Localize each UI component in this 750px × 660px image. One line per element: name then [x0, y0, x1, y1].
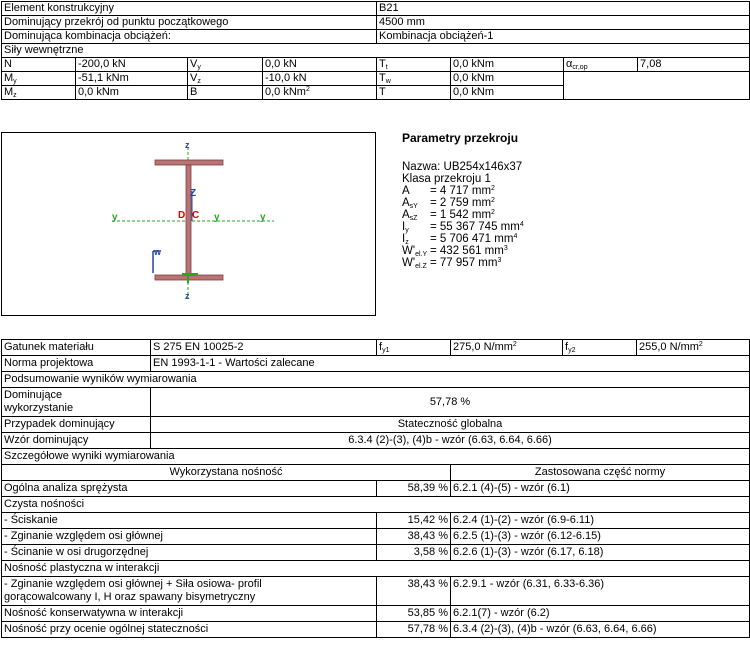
- torsion-label: T: [377, 86, 451, 100]
- param-value: = 2 759 $mm^2$: [430, 197, 495, 209]
- axis-y-left-label: y: [112, 212, 118, 223]
- force-tt-label: $T_t$: [377, 58, 451, 72]
- force-vz-value: -10,0 kN: [263, 72, 377, 86]
- table-row: [2, 545, 750, 561]
- check-reference: 6.2.1 (4)-(5) - wzór (6.1): [451, 481, 750, 497]
- fy2-value: 255,0 $N/mm^2$: [637, 340, 750, 356]
- check-percentage: 3,58 %: [377, 545, 451, 561]
- force-n-value: -200,0 kN: [76, 58, 188, 72]
- section-name: Nazwa: UB254x146x37: [402, 161, 523, 173]
- label-w: w: [154, 247, 162, 257]
- params-list: [402, 185, 732, 269]
- check-label: - Zginanie względem osi głównej + Siła osiowa- profil gorącowalcowany I, H oraz spawany bisymetryczny: [2, 577, 377, 606]
- param-symbol: $I_z$: [402, 233, 409, 246]
- forces-title: Siły wewnętrzne: [2, 44, 750, 58]
- section-position-value: 4500 mm: [377, 16, 750, 30]
- table-row: [2, 497, 750, 513]
- detail-rows: [2, 481, 750, 638]
- param-row: [402, 185, 732, 197]
- check-label: Ogólna analiza sprężysta: [2, 481, 377, 497]
- check-percentage: 38,43 %: [377, 577, 451, 606]
- empty-cell: [564, 72, 750, 100]
- section-position-label: Dominujący przekrój od punktu początkowego: [2, 16, 377, 30]
- fy2-label: $f_{y2}$: [563, 340, 637, 356]
- param-symbol: $W'_{el.Y}$: [402, 245, 428, 258]
- param-symbol: $A_{sZ}$: [402, 209, 418, 222]
- param-value: = 55 367 745 $mm^4$: [430, 221, 524, 233]
- label-d: D: [178, 210, 186, 221]
- combination-value: Kombinacja obciążeń-1: [377, 30, 750, 44]
- check-reference: 6.2.9.1 - wzór (6.31, 6.33-6.36): [451, 577, 750, 606]
- material-label: Gatunek materiału: [2, 340, 151, 356]
- norm-label: Norma projektowa: [2, 356, 151, 372]
- table-row: [2, 529, 750, 545]
- formula-label: Wzór dominujący: [2, 433, 151, 449]
- force-my-value: -51,1 kNm: [76, 72, 188, 86]
- param-symbol: $A_{sY}$: [402, 197, 418, 210]
- table-row: [2, 513, 750, 529]
- param-row: [402, 197, 732, 209]
- case-value: Stateczność globalna: [151, 417, 750, 433]
- axis-y-mid-label: y: [214, 212, 220, 223]
- material-value: S 275 EN 10025-2: [151, 340, 377, 356]
- design-results-table: [1, 339, 750, 638]
- param-value: = 5 706 471 $mm^4$: [430, 233, 518, 245]
- param-row: [402, 245, 732, 257]
- param-value: = 432 561 $mm^3$: [430, 245, 508, 257]
- check-percentage: 38,43 %: [377, 529, 451, 545]
- group-header: Czysta nośności: [2, 497, 750, 513]
- force-tt-value: 0,0 kNm: [451, 58, 564, 72]
- axis-y-right-label: y: [260, 212, 266, 223]
- section-class: Klasa przekroju 1: [402, 173, 491, 185]
- torsion-value: 0,0 kNm: [451, 86, 564, 100]
- force-vy-label: $V_y$: [188, 58, 263, 72]
- check-reference: 6.2.6 (1)-(3) - wzór (6.17, 6.18): [451, 545, 750, 561]
- check-percentage: 15,42 %: [377, 513, 451, 529]
- check-label: - Ściskanie: [2, 513, 377, 529]
- summary-table: [1, 1, 750, 100]
- param-value: = 1 542 $mm^2$: [430, 209, 495, 221]
- check-percentage: 58,39 %: [377, 481, 451, 497]
- combination-label: Dominująca kombinacja obciążeń:: [2, 30, 377, 44]
- table-row: [2, 577, 750, 606]
- alpha-label: $\alpha_{cr,op}$: [564, 58, 638, 72]
- detail-title: Szczegółowe wyniki wymiarowania: [2, 449, 750, 465]
- param-row: [402, 257, 732, 269]
- force-tw-label: $T_w$: [377, 72, 451, 86]
- check-reference: 6.2.5 (1)-(3) - wzór (6.12-6.15): [451, 529, 750, 545]
- column-capacity: Wykorzystana nośność: [2, 465, 451, 481]
- param-symbol: $W'_{el.Z}$: [402, 257, 427, 270]
- param-symbol: A: [402, 185, 410, 197]
- force-my-label: $M_y$: [2, 72, 76, 86]
- check-reference: 6.2.4 (1)-(2) - wzór (6.9-6.11): [451, 513, 750, 529]
- param-row: [402, 233, 732, 245]
- check-reference: 6.2.1(7) - wzór (6.2): [451, 606, 750, 622]
- fy1-label: $f_{y1}$: [377, 340, 451, 356]
- table-row: [2, 561, 750, 577]
- check-label: - Zginanie względem osi głównej: [2, 529, 377, 545]
- param-value: = 4 717 $mm^2$: [430, 185, 495, 197]
- case-label: Przypadek dominujący: [2, 417, 151, 433]
- check-label: Nośność konserwatywna w interakcji: [2, 606, 377, 622]
- force-n-label: N: [2, 58, 76, 72]
- param-value: = 77 957 $mm^3$: [430, 257, 502, 269]
- results-title: Podsumowanie wyników wymiarowania: [2, 372, 750, 388]
- param-row: [402, 209, 732, 221]
- params-title: Parametry przekroju: [402, 131, 519, 145]
- web: [186, 165, 191, 275]
- force-vz-label: $V_z$: [188, 72, 263, 86]
- axis-z-bottom-label: z: [185, 291, 190, 301]
- element-value: B21: [377, 2, 750, 16]
- bimoment-label: B: [188, 86, 263, 100]
- bimoment-value: 0,0 kNm$^2$: [263, 86, 377, 100]
- alpha-value: 7,08: [638, 58, 750, 72]
- label-c: C: [192, 210, 200, 221]
- force-mz-value: 0,0 kNm: [76, 86, 188, 100]
- formula-value: 6.3.4 (2)-(3), (4)b - wzór (6.63, 6.64, 6.66): [151, 433, 750, 449]
- check-label: - Ścinanie w osi drugorzędnej: [2, 545, 377, 561]
- check-label: Nośność przy ocenie ogólnej stateczności: [2, 622, 377, 638]
- force-mz-label: $M_z$: [2, 86, 76, 100]
- force-vy-value: 0,0 kN: [263, 58, 377, 72]
- param-symbol: $I_y$: [402, 221, 409, 234]
- section-parameters: [402, 132, 732, 269]
- fy1-value: 275,0 $N/mm^2$: [451, 340, 563, 356]
- utilization-label: Dominujące wykorzystanie: [2, 388, 151, 417]
- group-header: Nośność plastyczna w interakcji: [2, 561, 750, 577]
- table-row: [2, 606, 750, 622]
- param-row: [402, 221, 732, 233]
- table-row: [2, 622, 750, 638]
- check-percentage: 53,85 %: [377, 606, 451, 622]
- top-flange: [155, 160, 223, 165]
- utilization-value: 57,78 %: [151, 388, 750, 417]
- check-reference: 6.3.4 (2)-(3), (4)b - wzór (6.63, 6.64, 6.66): [451, 622, 750, 638]
- column-norm: Zastosowana część normy: [451, 465, 750, 481]
- cross-section-diagram: [1, 132, 376, 316]
- norm-value: EN 1993-1-1 - Wartości zalecane: [151, 356, 750, 372]
- cross-section-svg: [2, 133, 375, 315]
- force-tw-value: 0,0 kNm: [451, 72, 564, 86]
- table-row: [2, 481, 750, 497]
- element-label: Element konstrukcyjny: [2, 2, 377, 16]
- axis-z-top-label: z: [185, 140, 190, 150]
- check-percentage: 57,78 %: [377, 622, 451, 638]
- axis-z-mid-label: Z: [190, 188, 197, 199]
